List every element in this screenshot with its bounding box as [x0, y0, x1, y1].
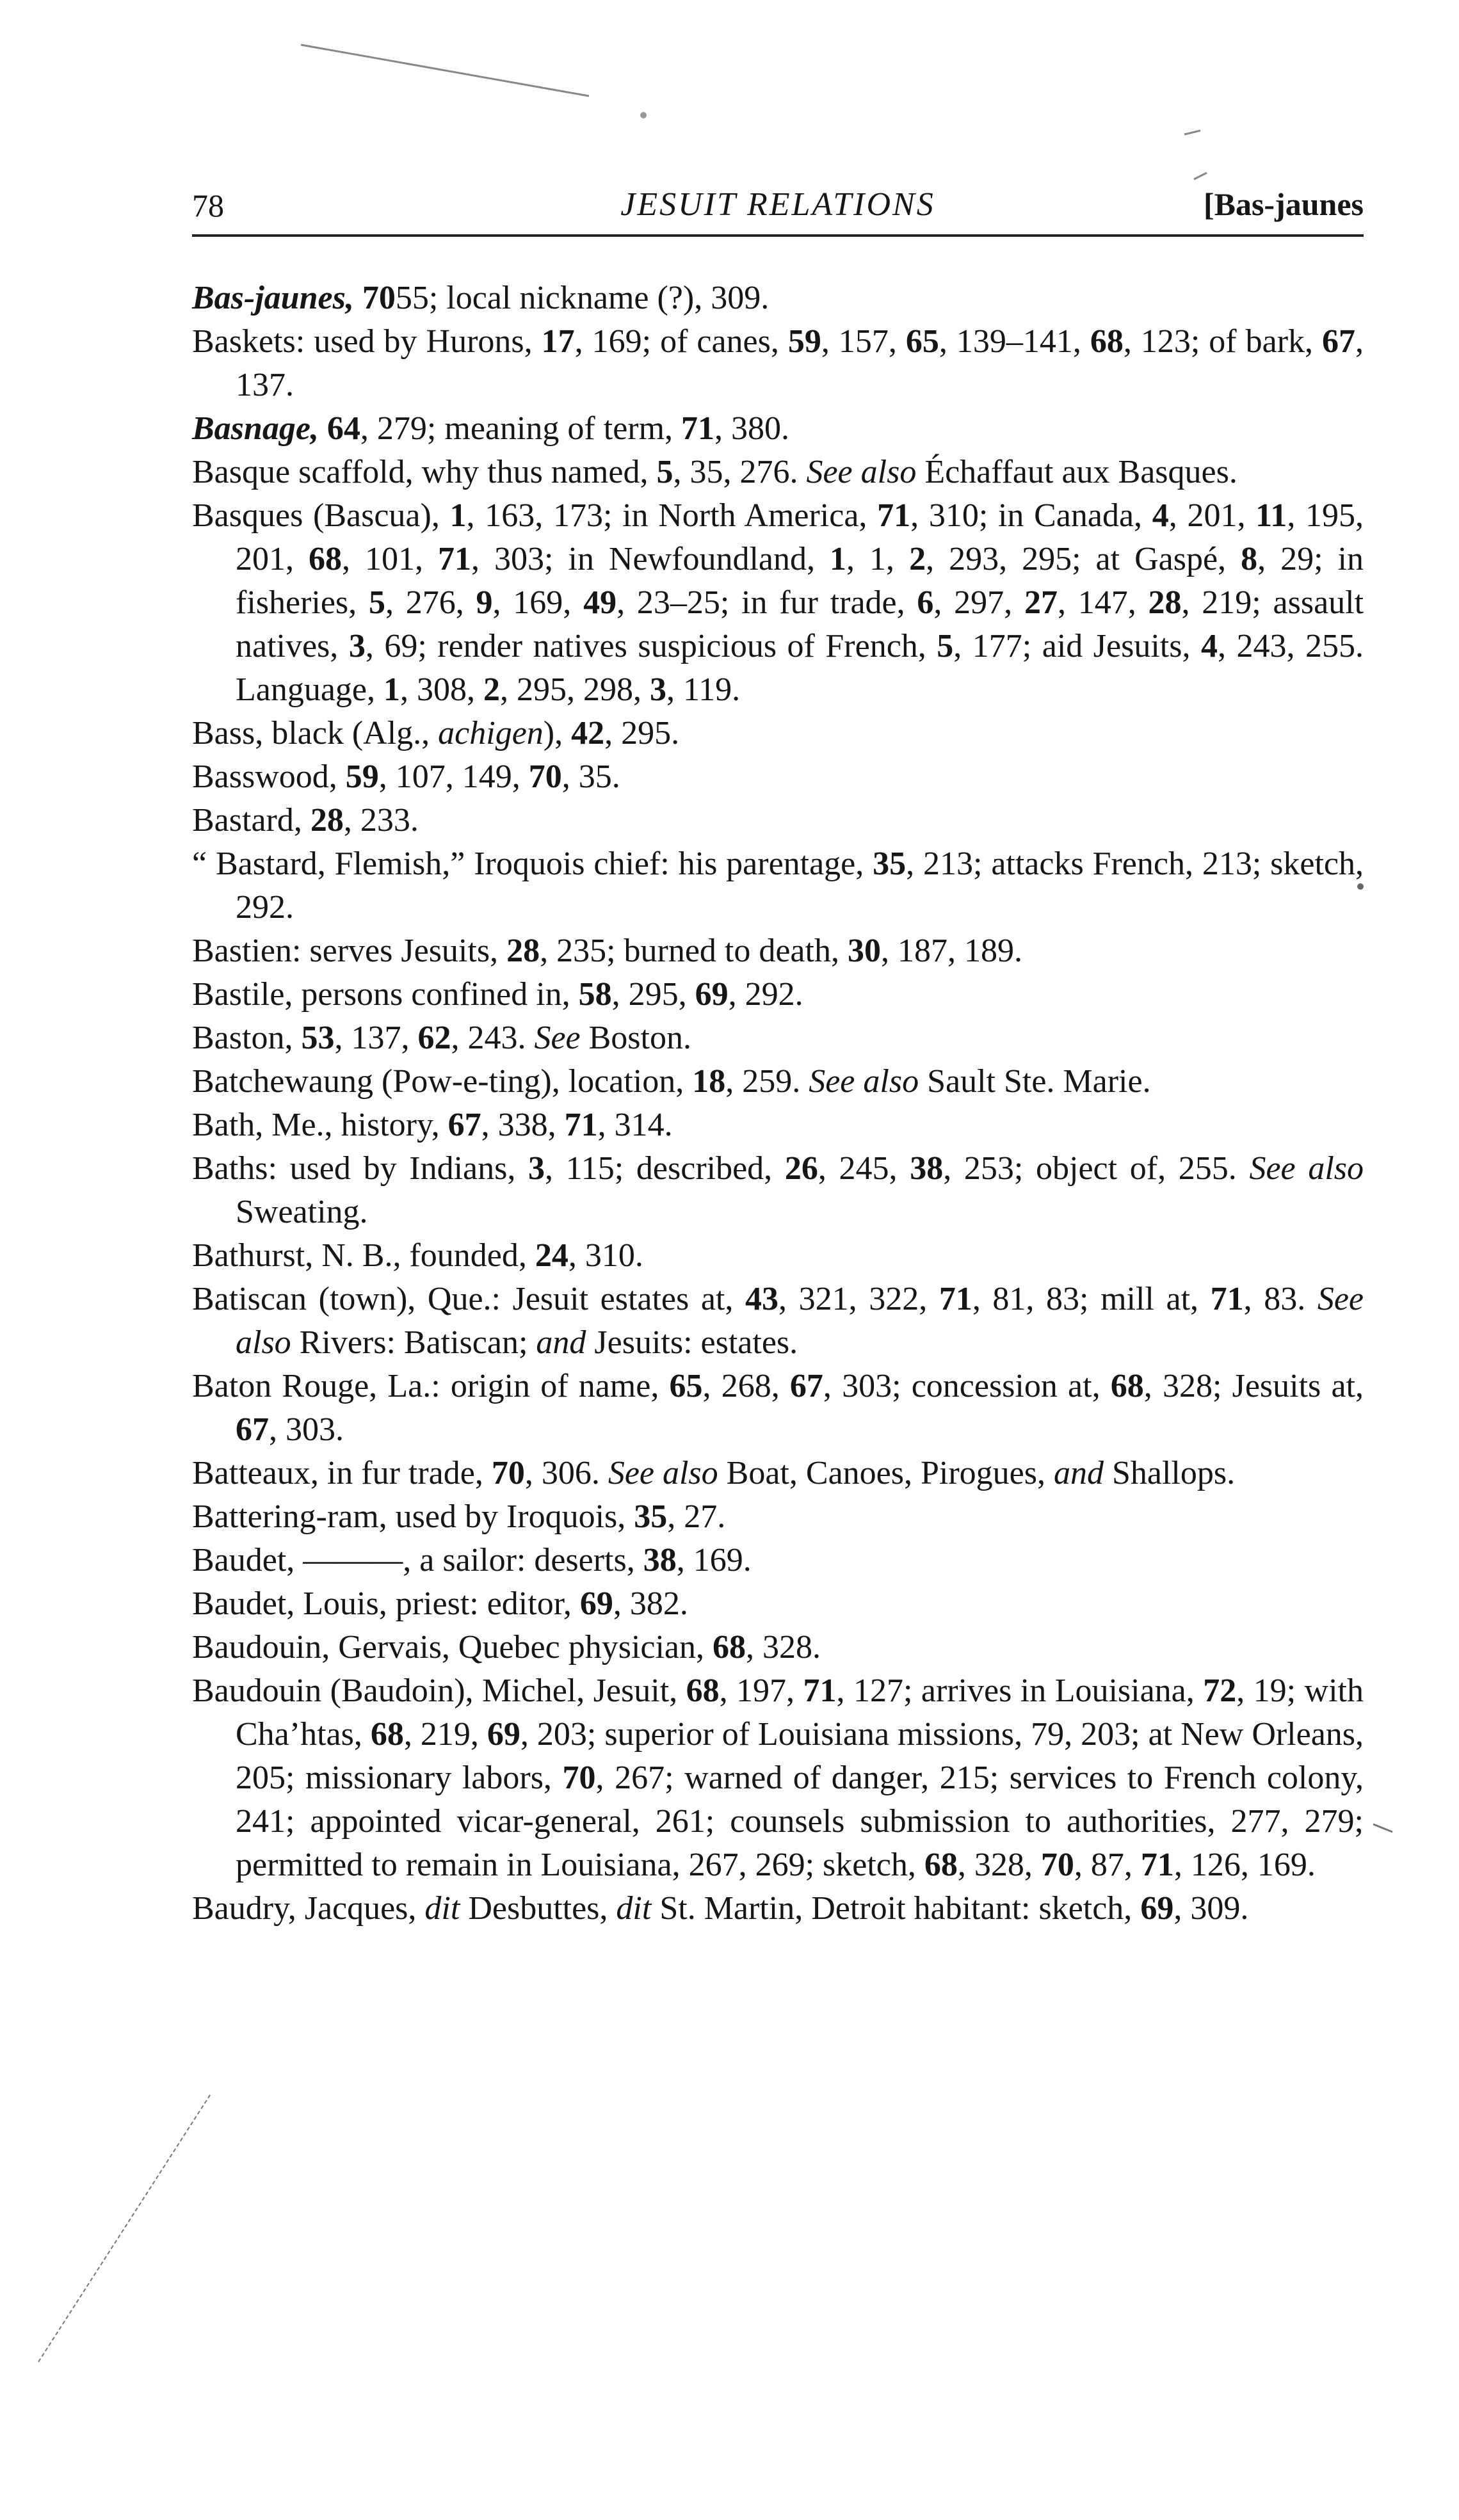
entry-text: , 147, [1057, 584, 1149, 621]
index-entry [192, 799, 1364, 842]
entry-text: 71 [564, 1107, 598, 1143]
entry-text: , 310. [568, 1237, 643, 1274]
entry-text: 68 [309, 541, 343, 577]
entry-text: 55; local nickname (?), 309. [395, 280, 770, 316]
entry-text: Bath, Me., history, [192, 1107, 448, 1143]
entry-text: , 169, [492, 584, 584, 621]
index-entry [192, 1147, 1364, 1234]
entry-text: Jesuits: estates. [594, 1324, 798, 1361]
entry-text: 68 [370, 1716, 404, 1753]
entry-text: , 314. [597, 1107, 673, 1143]
entry-text: achigen [438, 715, 544, 751]
entry-text: 62 [417, 1020, 451, 1056]
entry-text: , 169; of canes, [574, 323, 788, 360]
entry-text: Bass, black (Alg., [192, 715, 439, 751]
entry-text: 70 [1040, 1847, 1074, 1883]
entry-text: , 169. [676, 1542, 752, 1578]
index-entry [192, 1016, 1364, 1060]
entry-text: 64 [326, 410, 360, 447]
entry-text: , 267; warned of danger, 215; services to French colony, 241; appointed vicar-general, 261; counsels submission to authorities, 277, 279; permitted to remain in Louisiana, 267, 269; sketch, [236, 1760, 1364, 1883]
index-entry [192, 1104, 1364, 1147]
entry-text: See also [1249, 1150, 1364, 1187]
entry-text: ), [543, 715, 572, 751]
index-entry [192, 320, 1364, 407]
entry-text: Batchewaung (Pow-e-ting), location, [192, 1063, 693, 1100]
entry-text: , 303; concession at, [823, 1368, 1111, 1404]
entry-text: , 187, 189. [880, 933, 1022, 969]
entry-text: 3 [528, 1150, 545, 1187]
index-entry [192, 712, 1364, 755]
entry-text: 70 [362, 280, 396, 316]
index-entry [192, 1887, 1364, 1930]
entry-text: 67 [447, 1107, 481, 1143]
entry-text: , 107, 149, [378, 758, 529, 795]
entry-text: Baudouin (Baudoin), Michel, Jesuit, [192, 1673, 686, 1709]
index-entry [192, 1278, 1364, 1365]
entry-text: , 29; in fisheries, [236, 541, 1364, 621]
entry-text: 3 [348, 628, 366, 664]
entry-text: 4 [1152, 497, 1169, 534]
entry-text: 30 [847, 933, 881, 969]
entry-text: , 219; assault natives, [236, 584, 1364, 664]
entry-text: 69 [487, 1716, 520, 1753]
entry-text: Baton Rouge, La.: origin of name, [192, 1368, 670, 1404]
entry-text: Baudouin, Gervais, Quebec physician, [192, 1629, 713, 1665]
entry-text: 49 [583, 584, 617, 621]
entry-text: 68 [713, 1629, 746, 1665]
entry-text: Basnage, [192, 410, 327, 447]
entry-text: 65 [905, 323, 939, 360]
entry-text: 72 [1203, 1673, 1237, 1709]
entry-text: 59 [787, 323, 821, 360]
entry-text: Shallops. [1111, 1455, 1236, 1491]
entry-text: , 303; in Newfoundland, [471, 541, 830, 577]
entry-text: Sweating. [236, 1194, 368, 1230]
entry-text: , 292. [728, 976, 803, 1013]
entry-text: , 123; of bark, [1123, 323, 1323, 360]
index-entry [192, 1234, 1364, 1278]
entry-text: Rivers: Batiscan; [299, 1324, 536, 1361]
entry-text: 65 [669, 1368, 703, 1404]
entry-text: See also [806, 454, 925, 490]
entry-text: Batiscan (town), Que.: Jesuit estates at, [192, 1281, 745, 1317]
entry-text: , 380. [714, 410, 790, 447]
entry-text: Basque scaffold, why thus named, [192, 454, 657, 490]
entry-text: 5 [937, 628, 954, 664]
entry-text: , 328, [957, 1847, 1041, 1883]
entry-text: St. Martin, Detroit habitant: sketch, [659, 1890, 1141, 1927]
entry-text: dit [424, 1890, 469, 1927]
entry-text: 26 [784, 1150, 818, 1187]
entry-text: Bastien: serves Jesuits, [192, 933, 507, 969]
entry-text: , 321, 322, [778, 1281, 939, 1317]
entry-text: 1 [383, 671, 401, 708]
entry-text: , 35, 276. [673, 454, 807, 490]
entry-text: 59 [345, 758, 379, 795]
entry-text: , 119. [666, 671, 741, 708]
entry-text: Baston, [192, 1020, 302, 1056]
entry-text: 8 [1241, 541, 1258, 577]
entry-text: , 293, 295; at Gaspé, [926, 541, 1241, 577]
index-entry [192, 1060, 1364, 1104]
page-number: 78 [192, 188, 224, 223]
entry-text: Desbuttes, [468, 1890, 617, 1927]
entry-text: 53 [301, 1020, 335, 1056]
entry-text: 3 [650, 671, 667, 708]
entry-text: See also [236, 1281, 1364, 1361]
entry-text: 71 [877, 497, 911, 534]
entry-text: 11 [1255, 497, 1287, 534]
scan-mark-right [1373, 1824, 1392, 1832]
entry-text: Baskets: used by Hurons, [192, 323, 542, 360]
entry-text: 69 [695, 976, 729, 1013]
entry-text: , 328; Jesuits at, [1143, 1368, 1364, 1404]
entry-text: “ Bastard, Flemish,” Iroquois chief: his parentage, [192, 846, 873, 882]
index-entry [192, 973, 1364, 1016]
entry-text: , 197, [719, 1673, 803, 1709]
entry-text: and [536, 1324, 595, 1361]
entry-text: 69 [579, 1585, 613, 1622]
entry-text: 42 [571, 715, 605, 751]
entry-text: 58 [578, 976, 612, 1013]
entry-text: , 163, 173; in North America, [466, 497, 878, 534]
entry-text: 67 [1322, 323, 1356, 360]
entry-text: Bathurst, N. B., founded, [192, 1237, 535, 1274]
scan-mark-dot-1 [640, 112, 647, 118]
entry-text: , 310; in Canada, [910, 497, 1152, 534]
header-rule [192, 234, 1364, 237]
entry-text: See [534, 1020, 589, 1056]
entry-text: , 295. [604, 715, 680, 751]
entry-text: Basswood, [192, 758, 346, 795]
entry-text: , 338, [481, 1107, 565, 1143]
entry-text: See also [608, 1455, 727, 1491]
entry-text: , 213; attacks French, 213; sketch, 292. [236, 846, 1364, 926]
entry-text: , 137. [236, 323, 1364, 403]
entry-text: 70 [528, 758, 562, 795]
entry-text: 28 [310, 802, 344, 839]
entry-text: , 219, [403, 1716, 487, 1753]
entry-text: , 303. [269, 1411, 344, 1448]
entry-text: , 276, [385, 584, 476, 621]
entry-text: , 308, [400, 671, 484, 708]
entry-text: 67 [236, 1411, 269, 1448]
index-entry [192, 1365, 1364, 1452]
running-title: JESUIT RELATIONS [620, 186, 935, 223]
entry-text: and [1053, 1455, 1112, 1491]
scan-mark-margin-line [38, 2093, 211, 2362]
entry-text: 24 [535, 1237, 568, 1274]
entry-text: Échaffaut aux Basques. [924, 454, 1237, 490]
scan-mark-corner [1184, 131, 1207, 179]
entry-text: , 328. [746, 1629, 821, 1665]
index-entry [192, 1495, 1364, 1539]
entry-text: 70 [491, 1455, 525, 1491]
entry-text: , 83. [1243, 1281, 1318, 1317]
index-entry [192, 1626, 1364, 1669]
entry-text: , 23–25; in fur trade, [617, 584, 917, 621]
entry-text: 2 [483, 671, 501, 708]
index-entry [192, 755, 1364, 799]
entry-text: 5 [656, 454, 673, 490]
entry-text: 1 [830, 541, 847, 577]
entry-text: 1 [449, 497, 467, 534]
index-entry [192, 277, 1364, 320]
entry-text: Baths: used by Indians, [192, 1150, 529, 1187]
entry-text: Basques (Bascua), [192, 497, 450, 534]
entry-text: , 201, [1168, 497, 1256, 534]
entry-text: , 69; render natives suspicious of French, [365, 628, 937, 664]
entry-text: , 203; superior of Louisiana missions, 79, 203; at New Orleans, 205; missionary labors, [236, 1716, 1364, 1796]
entry-text: 4 [1200, 628, 1218, 664]
entry-text: , 295, 298, [500, 671, 650, 708]
entry-text: 43 [745, 1281, 778, 1317]
entry-text: 69 [1140, 1890, 1174, 1927]
entry-text: 35 [873, 846, 907, 882]
entry-text: , 253; object of, 255. [943, 1150, 1250, 1187]
entry-text: 71 [939, 1281, 972, 1317]
entry-text: Boston. [588, 1020, 691, 1056]
entry-text: 71 [1140, 1847, 1174, 1883]
entry-text: , 115; described, [545, 1150, 785, 1187]
entry-text: Boat, Canoes, Pirogues, [726, 1455, 1054, 1491]
index-entry [192, 1582, 1364, 1626]
entry-text: 67 [789, 1368, 823, 1404]
scan-mark-top [301, 45, 589, 96]
index-entries [192, 277, 1364, 1930]
entry-text: , 35. [561, 758, 620, 795]
entry-text: , 139–141, [939, 323, 1090, 360]
index-entry [192, 494, 1364, 712]
index-entry [192, 451, 1364, 494]
entry-text: , 177; aid Jesuits, [953, 628, 1201, 664]
entry-text: 68 [1090, 323, 1124, 360]
entry-text: 28 [1148, 584, 1182, 621]
entry-text: , 279; meaning of term, [360, 410, 682, 447]
running-head [192, 181, 1364, 232]
entry-text: 28 [506, 933, 540, 969]
entry-text: See also [809, 1063, 928, 1100]
entry-text: 5 [368, 584, 385, 621]
entry-text: Baudet, ———, a sailor: deserts, [192, 1542, 643, 1578]
entry-text: 17 [541, 323, 575, 360]
entry-text: 68 [1110, 1368, 1144, 1404]
index-entry [192, 1539, 1364, 1582]
index-entry [192, 842, 1364, 929]
entry-text: , 157, [821, 323, 906, 360]
entry-text: , 268, [702, 1368, 790, 1404]
index-entry [192, 1452, 1364, 1495]
index-entry [192, 407, 1364, 451]
entry-text: dit [616, 1890, 660, 1927]
entry-text: , 297, [933, 584, 1024, 621]
entry-text: , 87, [1074, 1847, 1141, 1883]
entry-text: Battering-ram, used by Iroquois, [192, 1498, 634, 1535]
entry-text: 71 [803, 1673, 837, 1709]
entry-text: , 295, [611, 976, 695, 1013]
entry-text: , 382. [613, 1585, 688, 1622]
entry-text: , 127; arrives in Louisiana, [836, 1673, 1204, 1709]
entry-text: , 126, 169. [1173, 1847, 1316, 1883]
entry-text: 2 [909, 541, 926, 577]
entry-text: , 245, [818, 1150, 910, 1187]
entry-text: Batteaux, in fur trade, [192, 1455, 492, 1491]
entry-text: 38 [910, 1150, 944, 1187]
entry-text: , 195, 201, [236, 497, 1364, 577]
entry-text: 68 [686, 1673, 720, 1709]
entry-text: , 1, [846, 541, 910, 577]
entry-text: Bastile, persons confined in, [192, 976, 579, 1013]
entry-text: , 243. [451, 1020, 535, 1056]
entry-text: 38 [643, 1542, 677, 1578]
entry-text: , 137, [334, 1020, 418, 1056]
entry-text: , 233. [343, 802, 419, 839]
entry-text: 70 [562, 1760, 596, 1796]
entry-text: 71 [681, 410, 715, 447]
entry-text: , 81, 83; mill at, [972, 1281, 1211, 1317]
entry-text: Bastard, [192, 802, 310, 839]
entry-text: , 243, 255. Language, [236, 628, 1364, 708]
entry-text: 71 [1210, 1281, 1244, 1317]
entry-text: Baudry, Jacques, [192, 1890, 425, 1927]
entry-text: , 27. [667, 1498, 726, 1535]
entry-text: 27 [1024, 584, 1058, 621]
entry-text: , 306. [524, 1455, 608, 1491]
entry-text: Bas-jaunes, [192, 280, 362, 316]
entry-text: , 235; burned to death, [540, 933, 848, 969]
index-entry [192, 1669, 1364, 1887]
index-entry [192, 929, 1364, 973]
entry-text: , 101, [342, 541, 439, 577]
entry-text: 68 [924, 1847, 958, 1883]
entry-text: , 259. [725, 1063, 809, 1100]
entry-text: 71 [438, 541, 472, 577]
entry-text: Sault Ste. Marie. [927, 1063, 1151, 1100]
entry-text: 18 [692, 1063, 726, 1100]
entry-text: 6 [917, 584, 934, 621]
entry-text: 35 [634, 1498, 668, 1535]
entry-text: , 309. [1173, 1890, 1249, 1927]
entry-text: 9 [476, 584, 493, 621]
catchword: [Bas-jaunes [1203, 186, 1364, 222]
entry-text: , 19; with Cha’htas, [236, 1673, 1364, 1753]
entry-text: Baudet, Louis, priest: editor, [192, 1585, 580, 1622]
